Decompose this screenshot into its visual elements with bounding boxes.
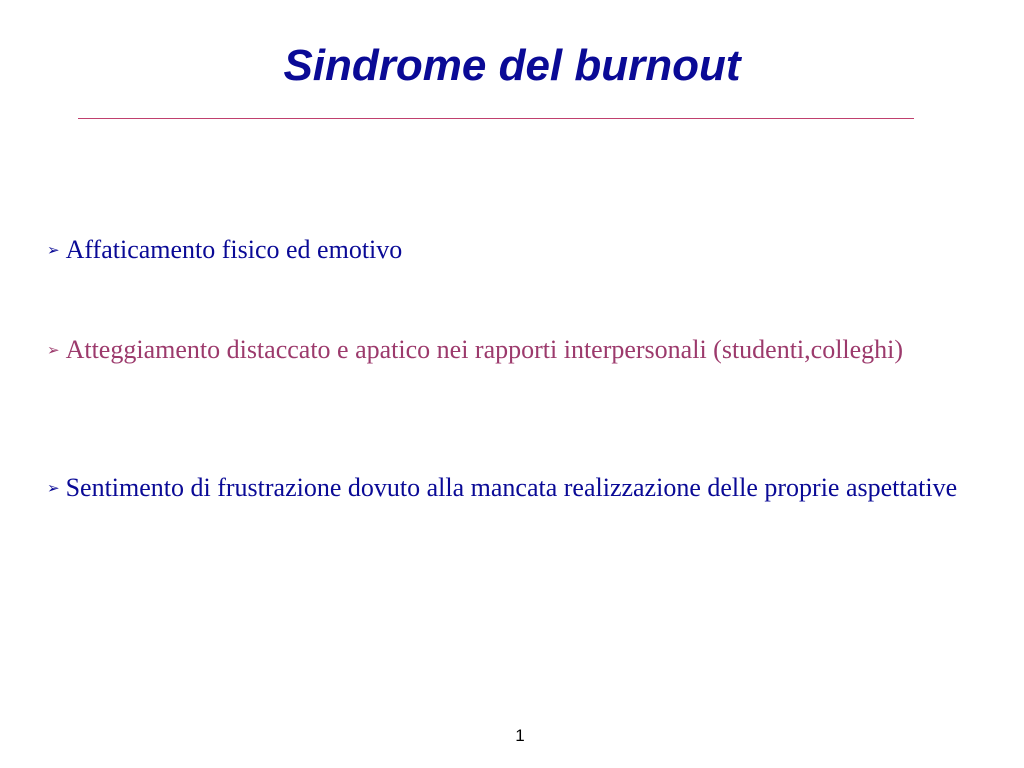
slide-title: Sindrome del burnout — [283, 41, 741, 90]
page-number: 1 — [515, 726, 525, 745]
bullet-item-1 — [44, 231, 994, 270]
arrow-bullet-icon: ➢ — [47, 243, 60, 259]
arrow-bullet-icon: ➢ — [47, 343, 60, 359]
arrow-bullet-icon: ➢ — [47, 481, 60, 497]
bullet-item-2 — [44, 331, 994, 370]
bullet-item-3 — [44, 469, 994, 508]
bullet-text: Atteggiamento distaccato e apatico nei rapporti interpersonali (studenti,colleghi) — [65, 335, 904, 364]
bullet-text: Affaticamento fisico ed emotivo — [65, 235, 403, 264]
title-divider — [78, 118, 914, 119]
bullet-text: Sentimento di frustrazione dovuto alla mancata realizzazione delle proprie aspettative — [65, 473, 958, 502]
